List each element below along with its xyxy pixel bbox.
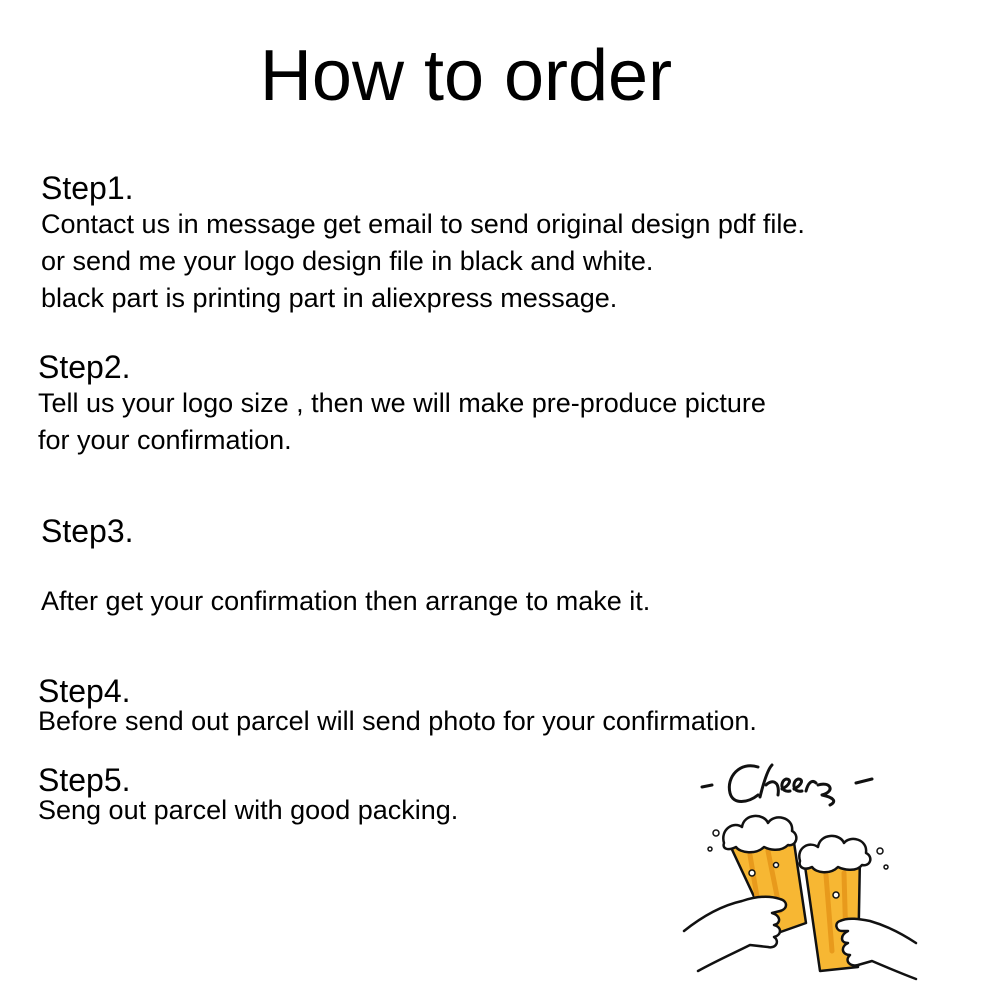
step-body (41, 206, 805, 317)
cheers-beer-glasses-icon (680, 755, 920, 985)
step-heading: Step2. (38, 349, 131, 385)
step-3 (41, 513, 650, 620)
page-title: How to order (259, 36, 673, 116)
step-body (38, 703, 757, 740)
step-body (38, 792, 458, 829)
step-2 (38, 349, 766, 459)
step-line: Seng out parcel with good packing. (38, 795, 459, 825)
step-line: or send me your logo design file in black and white. (41, 246, 654, 276)
cheers-script (702, 765, 872, 805)
step-line: Contact us in message get email to send original design pdf file. (41, 209, 805, 239)
step-heading: Step4. (38, 673, 131, 709)
step-heading: Step1. (41, 170, 134, 206)
step-line: for your confirmation. (38, 425, 292, 455)
step-line: Tell us your logo size , then we will make pre-produce picture (38, 388, 766, 418)
step-heading: Step5. (38, 762, 131, 798)
step-heading: Step3. (41, 513, 134, 549)
step-5 (38, 762, 458, 829)
step-1 (41, 170, 805, 317)
step-4 (38, 673, 757, 740)
step-body (38, 385, 766, 459)
step-line: black part is printing part in aliexpress message. (41, 283, 618, 313)
step-body (41, 583, 650, 620)
step-line: After get your confirmation then arrange to make it. (41, 586, 651, 616)
step-line: Before send out parcel will send photo for your confirmation. (38, 706, 757, 736)
